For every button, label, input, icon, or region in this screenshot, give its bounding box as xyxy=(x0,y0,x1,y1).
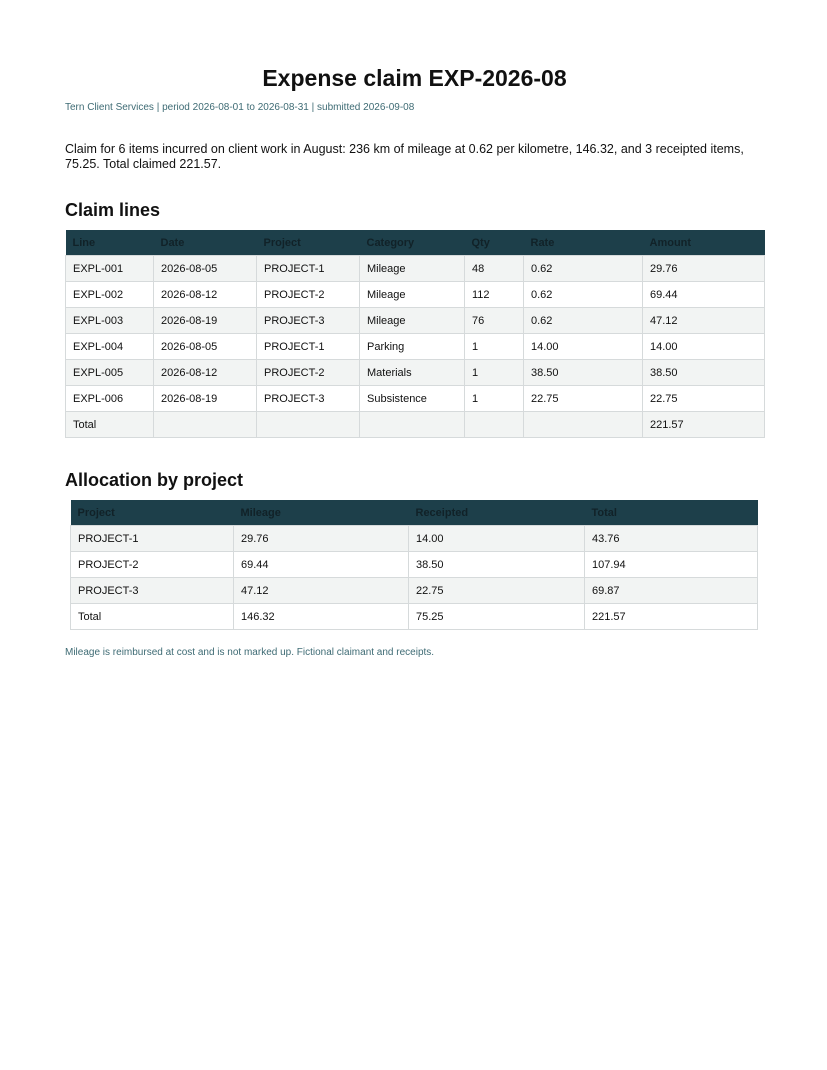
table-total-row xyxy=(66,412,765,438)
column-header: Category xyxy=(360,230,465,256)
table-cell: 1 xyxy=(465,360,524,386)
document-title: Expense claim EXP-2026-08 xyxy=(262,65,567,91)
table-cell xyxy=(524,412,643,438)
total-amount: 221.57 xyxy=(585,604,758,630)
table-cell xyxy=(465,412,524,438)
table-cell: Parking xyxy=(360,334,465,360)
table-cell: 0.62 xyxy=(524,308,643,334)
table-row xyxy=(66,334,765,360)
table-cell: 107.94 xyxy=(585,552,758,578)
table-cell: 22.75 xyxy=(409,578,585,604)
table-cell: 38.50 xyxy=(409,552,585,578)
table-header-row xyxy=(66,230,765,256)
table-row xyxy=(66,282,765,308)
column-header: Project xyxy=(71,500,234,526)
table-cell: Subsistence xyxy=(360,386,465,412)
allocation-table xyxy=(70,500,758,630)
column-header: Rate xyxy=(524,230,643,256)
table-cell: 69.87 xyxy=(585,578,758,604)
column-header: Date xyxy=(154,230,257,256)
total-amount: 221.57 xyxy=(643,412,765,438)
table-cell: 1 xyxy=(465,334,524,360)
column-header: Receipted xyxy=(409,500,585,526)
column-header: Mileage xyxy=(234,500,409,526)
table-cell: Mileage xyxy=(360,282,465,308)
table-cell: EXPL-005 xyxy=(66,360,154,386)
table-cell: 2026-08-19 xyxy=(154,308,257,334)
table-row xyxy=(71,526,758,552)
table-cell: EXPL-001 xyxy=(66,256,154,282)
table-cell: PROJECT-1 xyxy=(257,334,360,360)
allocation-heading: Allocation by project xyxy=(65,470,244,490)
table-cell: 112 xyxy=(465,282,524,308)
table-row xyxy=(71,552,758,578)
table-cell: 47.12 xyxy=(643,308,765,334)
footnote: Mileage is reimbursed at cost and is not marked up. Fictional claimant and receipts. xyxy=(65,647,435,658)
table-cell: PROJECT-3 xyxy=(257,386,360,412)
table-cell: 0.62 xyxy=(524,282,643,308)
claim-lines-heading: Claim lines xyxy=(65,200,161,220)
table-cell: 76 xyxy=(465,308,524,334)
table-header-row xyxy=(71,500,758,526)
table-cell: 75.25 xyxy=(409,604,585,630)
table-cell: PROJECT-1 xyxy=(257,256,360,282)
column-header: Amount xyxy=(643,230,765,256)
table-cell: 14.00 xyxy=(409,526,585,552)
table-cell: 38.50 xyxy=(643,360,765,386)
table-cell: 0.62 xyxy=(524,256,643,282)
table-cell: 14.00 xyxy=(524,334,643,360)
table-cell: Mileage xyxy=(360,308,465,334)
table-cell: 22.75 xyxy=(524,386,643,412)
column-header: Line xyxy=(66,230,154,256)
column-header: Project xyxy=(257,230,360,256)
column-header: Qty xyxy=(465,230,524,256)
table-cell: EXPL-004 xyxy=(66,334,154,360)
table-cell xyxy=(257,412,360,438)
table-total-row xyxy=(71,604,758,630)
table-cell: 2026-08-12 xyxy=(154,282,257,308)
table-cell: 2026-08-19 xyxy=(154,386,257,412)
table-cell xyxy=(154,412,257,438)
table-cell: EXPL-003 xyxy=(66,308,154,334)
table-cell: 2026-08-05 xyxy=(154,334,257,360)
table-cell: 69.44 xyxy=(643,282,765,308)
column-header: Total xyxy=(585,500,758,526)
table-cell: PROJECT-2 xyxy=(257,360,360,386)
table-cell: 69.44 xyxy=(234,552,409,578)
table-cell: 2026-08-12 xyxy=(154,360,257,386)
table-row xyxy=(66,256,765,282)
table-row xyxy=(71,578,758,604)
table-cell: PROJECT-3 xyxy=(71,578,234,604)
table-cell: Materials xyxy=(360,360,465,386)
table-cell xyxy=(360,412,465,438)
table-cell: EXPL-002 xyxy=(66,282,154,308)
table-row xyxy=(66,386,765,412)
total-label: Total xyxy=(66,412,154,438)
claim-lines-table xyxy=(65,230,765,438)
table-row xyxy=(66,308,765,334)
table-cell: PROJECT-2 xyxy=(71,552,234,578)
table-cell: 48 xyxy=(465,256,524,282)
table-cell: 38.50 xyxy=(524,360,643,386)
total-label: Total xyxy=(71,604,234,630)
table-cell: PROJECT-1 xyxy=(71,526,234,552)
claim-summary: Claim for 6 items incurred on client work in August: 236 km of mileage at 0.62 per kilometre, 146.32, and 3 receipted items, 75.25. Total claimed 221.57. xyxy=(65,142,744,171)
table-row xyxy=(66,360,765,386)
table-cell: PROJECT-3 xyxy=(257,308,360,334)
table-cell: 29.76 xyxy=(234,526,409,552)
table-cell: 29.76 xyxy=(643,256,765,282)
document-meta: Tern Client Services | period 2026-08-01 to 2026-08-31 | submitted 2026-09-08 xyxy=(65,102,415,113)
table-cell: 47.12 xyxy=(234,578,409,604)
table-cell: 22.75 xyxy=(643,386,765,412)
table-cell: 14.00 xyxy=(643,334,765,360)
table-cell: EXPL-006 xyxy=(66,386,154,412)
table-cell: PROJECT-2 xyxy=(257,282,360,308)
table-cell: 2026-08-05 xyxy=(154,256,257,282)
table-cell: 146.32 xyxy=(234,604,409,630)
table-cell: 1 xyxy=(465,386,524,412)
table-cell: 43.76 xyxy=(585,526,758,552)
table-cell: Mileage xyxy=(360,256,465,282)
